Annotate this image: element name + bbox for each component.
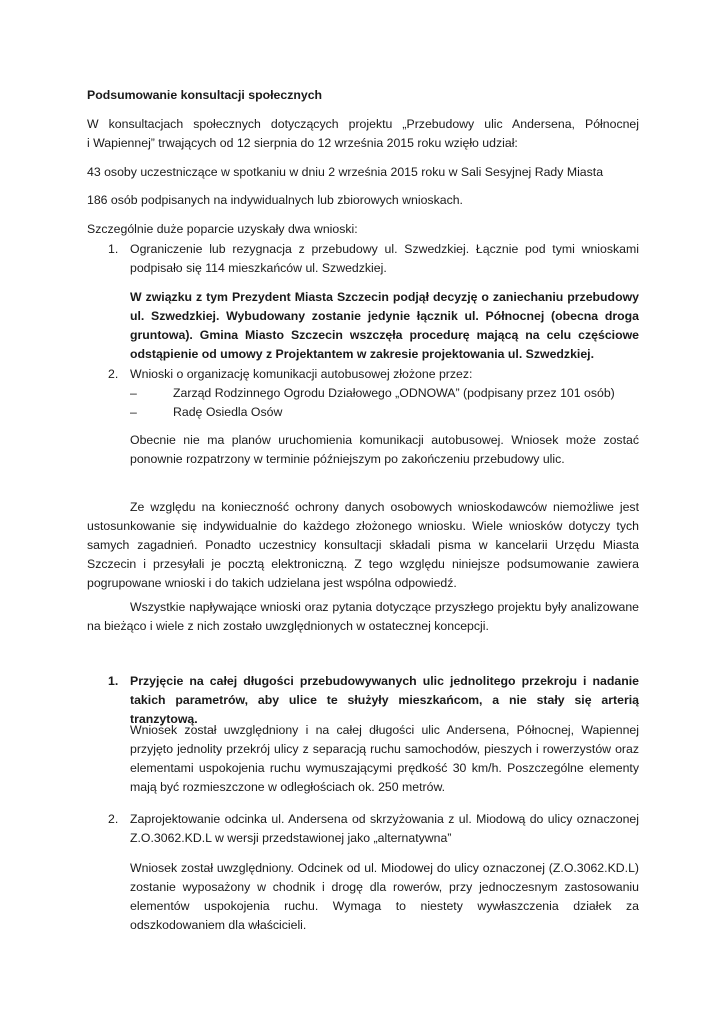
bullet-dash: –: [130, 386, 137, 400]
list1-item-2-number: 2.: [108, 367, 119, 381]
analysis-paragraph: Wszystkie napływające wnioski oraz pytania dotyczące przyszłego projektu były analizowane na bieżąco i wiele z nich zostało uwzględnionych w ostatecznej koncepcji.: [87, 600, 639, 633]
document-heading: Podsumowanie konsultacji społecznych: [87, 88, 323, 102]
list2-item-1-answer: Wniosek został uwzględniony i na całej długości ulic Andersena, Północnej, Wapiennej przyjęto jednolity przekrój ulicy z separacją ruchu samochodów, pieszych i rowerzystów oraz elementami uspokojenia ruchu wymuszającymi prędkość 30 km/h. Poszczególne elementy mają być rozmieszczone w odległościach ok. 250 metrów.: [130, 723, 639, 794]
data-protection-paragraph: Ze względu na konieczność ochrony danych osobowych wnioskodawców niemożliwe jest ustosunkowanie się indywidualnie do każdego złożonego wniosku. Wiele wniosków dotyczy tych samych zagadnień. Ponadto uczestnicy konsultacji składali pisma w kancelarii Urzędu Miasta Szczecin i przesyłali je pocztą elektroniczną. Z tego względu niniejsze podsumowanie zawiera pogrupowane wnioski i do takich udzielana jest wspólna odpowiedź.: [87, 500, 639, 590]
intro-support: Szczególnie duże poparcie uzyskały dwa wnioski:: [87, 222, 358, 236]
list2-item-2-number: 2.: [108, 812, 119, 826]
list1-item-1-decision: W związku z tym Prezydent Miasta Szczecin podjął decyzję o zaniechaniu przebudowy ul. Szwedzkiej. Wybudowany zostanie jedynie łącznik ul. Północnej (obecna droga gruntowa). Gmina Miasto Szczecin wszczęła procedurę mającą na celu częściowe odstąpienie od umowy z Projektantem w zakresie projektowania ul. Szwedzkiej.: [130, 290, 639, 361]
list2-item-2-title: Zaprojektowanie odcinka ul. Andersena od skrzyżowania z ul. Miodową do ulicy oznaczonej Z.O.3062.KD.L w wersji przedstawionej jako „alternatywna”: [130, 812, 639, 845]
list1-item-2-bullet-2: Radę Osiedla Osów: [173, 405, 283, 419]
intro-paragraph-line-1: W konsultacjach społecznych dotyczących projektu „Przebudowy ulic Andersena, Północnej: [87, 117, 639, 131]
intro-paragraph-line-2: i Wapiennej” trwających od 12 sierpnia do 12 września 2015 roku wzięło udział:: [87, 136, 518, 150]
list1-item-2-answer: Obecnie nie ma planów uruchomienia komunikacji autobusowej. Wniosek może zostać ponownie rozpatrzony w terminie późniejszym po zakończeniu przebudowy ulic.: [130, 433, 639, 466]
intro-signatures: 186 osób podpisanych na indywidualnych lub zbiorowych wnioskach.: [87, 193, 463, 207]
list2-item-1-title: Przyjęcie na całej długości przebudowywanych ulic jednolitego przekroju i nadanie takich parametrów, aby ulice te służyły mieszkańcom, a nie stały się arterią tranzytową.: [130, 674, 639, 726]
list2-item-2-answer: Wniosek został uwzględniony. Odcinek od ul. Miodowej do ulicy oznaczonej (Z.O.3062.KD.L) zostanie wyposażony w chodnik i drogę dla rowerów, przy jednoczesnym zastosowaniu elementów uspokojenia ruchu. Wymaga to niestety wywłaszczenia działek za odszkodowaniem dla właścicieli.: [130, 861, 639, 932]
bullet-dash: –: [130, 405, 137, 419]
list1-item-2-text: Wnioski o organizację komunikacji autobusowej złożone przez:: [130, 367, 473, 381]
intro-participants: 43 osoby uczestniczące w spotkaniu w dniu 2 września 2015 roku w Sali Sesyjnej Rady Miasta: [87, 165, 604, 179]
list1-item-1-number: 1.: [108, 242, 119, 256]
list1-item-1-text: Ograniczenie lub rezygnacja z przebudowy ul. Szwedzkiej. Łącznie pod tymi wnioskami podpisało się 114 mieszkańców ul. Szwedzkiej.: [130, 242, 639, 275]
list1-item-2-bullet-1: Zarząd Rodzinnego Ogrodu Działowego „ODNOWA” (podpisany przez 101 osób): [173, 386, 615, 400]
list2-item-1-number: 1.: [108, 674, 119, 688]
